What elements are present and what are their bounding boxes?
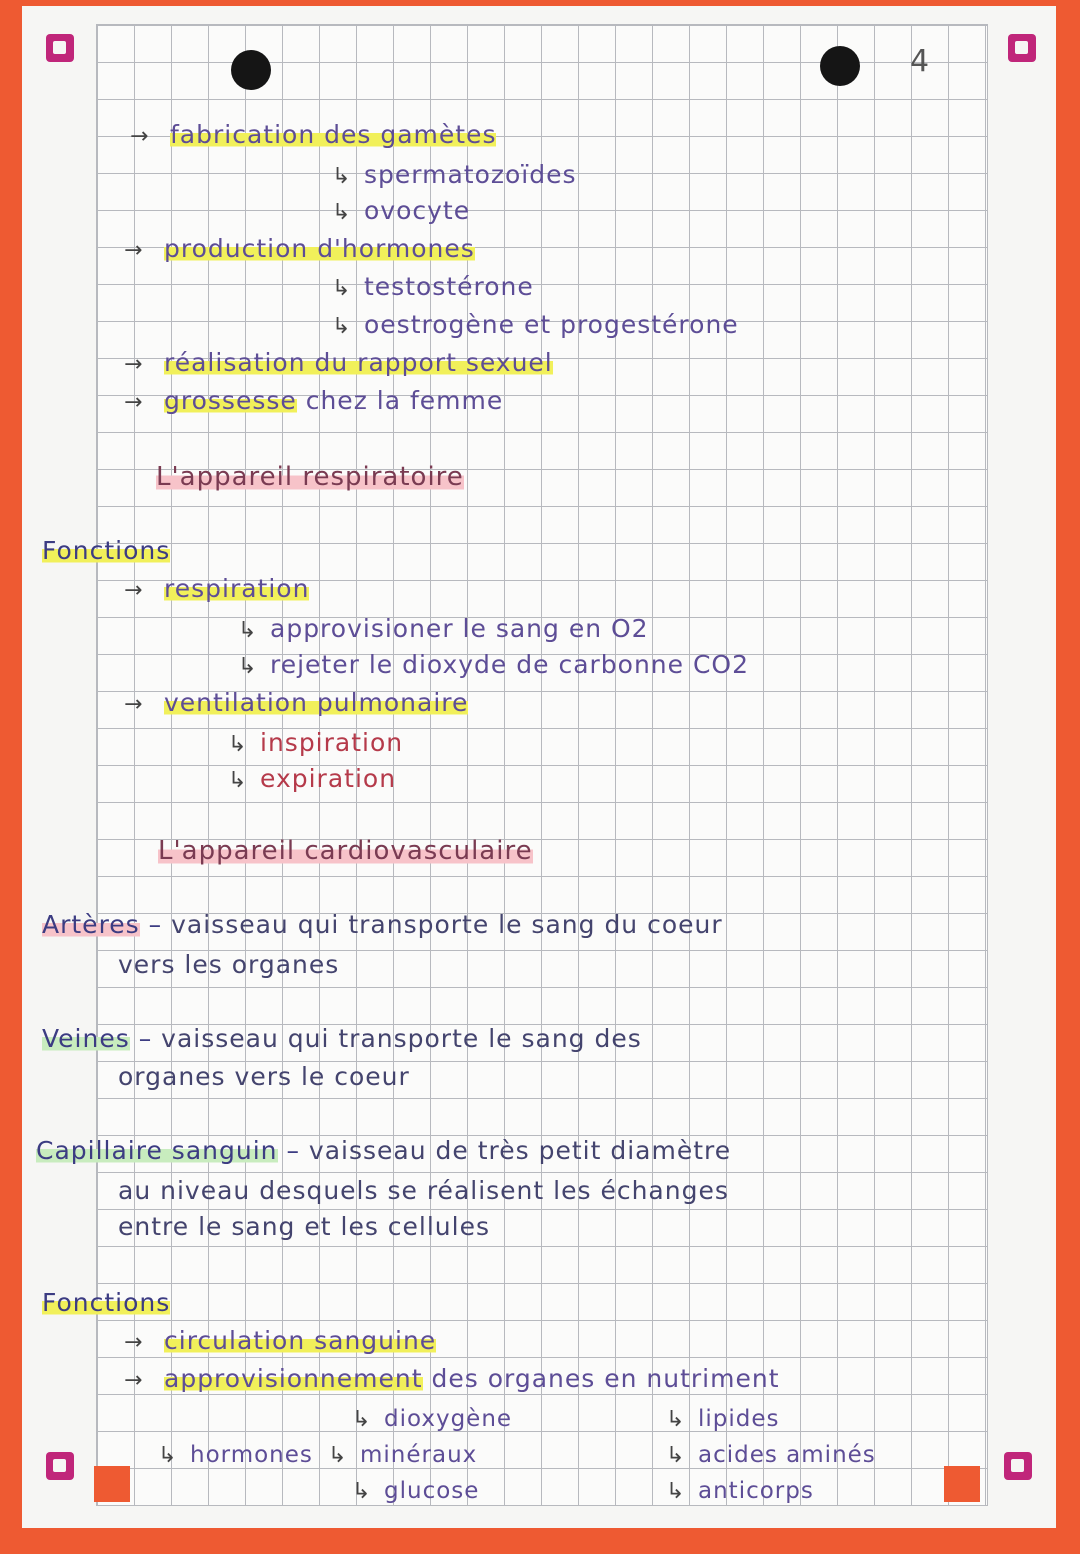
sub-arrow-icon: ↳ (332, 276, 352, 301)
arrow-right-icon: → (124, 238, 144, 263)
definition-veines: Veines – vaisseau qui transporte le sang des (42, 1024, 642, 1053)
sub-arrow-icon: ↳ (666, 1443, 686, 1468)
orange-square-right (944, 1466, 980, 1502)
arrow-right-icon: → (124, 1330, 144, 1355)
list-item: → approvisionnement des organes en nutriment (124, 1362, 780, 1398)
corner-mark-top-right-icon (1008, 34, 1036, 62)
orange-square-left (94, 1466, 130, 1502)
list-item: → grossesse chez la femme (124, 384, 503, 420)
definition-capillaire-cont1: au niveau desquels se réalisent les échanges (118, 1176, 729, 1205)
corner-mark-top-left-icon (46, 34, 74, 62)
sub-arrow-icon: ↳ (328, 1443, 348, 1468)
sub-item: ↳ minéraux (328, 1438, 477, 1473)
binder-hole-left (231, 50, 271, 90)
list-item (130, 118, 496, 154)
list-item: → circulation sanguine (124, 1324, 436, 1360)
sub-item: ↳ oestrogène et progestérone (332, 308, 739, 344)
fonctions-label-cardio: Fonctions (42, 1288, 171, 1317)
sub-arrow-icon: ↳ (332, 314, 352, 339)
definition-arteres-cont: vers les organes (118, 950, 340, 979)
arrow-right-icon: → (124, 352, 144, 377)
definition-veines-cont: organes vers le coeur (118, 1062, 410, 1091)
sub-arrow-icon: ↳ (228, 732, 248, 757)
definition-arteres: Artères – vaisseau qui transporte le sang du coeur (42, 910, 723, 939)
sub-arrow-icon: ↳ (238, 618, 258, 643)
sub-arrow-icon: ↳ (352, 1479, 372, 1504)
arrow-right-icon: → (130, 124, 150, 149)
sub-item: ↳ inspiration (228, 726, 403, 762)
list-item: → ventilation pulmonaire (124, 686, 468, 722)
section-title-cardio: L'appareil cardiovasculaire (158, 836, 533, 866)
section-title-respiratoire: L'appareil respiratoire (156, 462, 464, 492)
sub-item: ↳ dioxygène (352, 1402, 512, 1437)
sub-arrow-icon: ↳ (666, 1479, 686, 1504)
list-item: → respiration (124, 572, 309, 608)
sub-item: ↳ lipides (666, 1402, 780, 1437)
sub-item: ↳ hormones (158, 1438, 313, 1473)
sub-item: ↳ approvisioner le sang en O2 (238, 612, 649, 648)
list-item (124, 346, 553, 382)
item-text: production d'hormones (164, 234, 475, 263)
item-text: réalisation du rapport sexuel (164, 348, 553, 377)
sub-item: ↳ spermatozoïdes (332, 158, 577, 194)
corner-mark-bottom-right-icon (1004, 1452, 1032, 1480)
sub-arrow-icon: ↳ (158, 1443, 178, 1468)
sub-item: ↳ anticorps (666, 1474, 814, 1509)
sub-item: ↳ glucose (352, 1474, 479, 1509)
definition-capillaire-cont2: entre le sang et les cellules (118, 1212, 491, 1241)
definition-capillaire: Capillaire sanguin – vaisseau de très petit diamètre (36, 1136, 732, 1165)
sub-item: ↳ testostérone (332, 270, 534, 306)
sub-arrow-icon: ↳ (332, 164, 352, 189)
sub-item: ↳ rejeter le dioxyde de carbonne CO2 (238, 648, 749, 684)
binder-hole-right (820, 46, 860, 86)
sub-item: ↳ expiration (228, 762, 396, 798)
sub-arrow-icon: ↳ (238, 654, 258, 679)
sub-arrow-icon: ↳ (228, 768, 248, 793)
arrow-right-icon: → (124, 1368, 144, 1393)
arrow-right-icon: → (124, 578, 144, 603)
page-number: 4 (910, 44, 930, 79)
list-item (124, 232, 475, 268)
sub-item: ↳ acides aminés (666, 1438, 876, 1473)
arrow-right-icon: → (124, 692, 144, 717)
sub-item: ↳ ovocyte (332, 194, 470, 230)
item-text: fabrication des gamètes (170, 120, 497, 149)
sub-arrow-icon: ↳ (352, 1407, 372, 1432)
fonctions-label: Fonctions (42, 536, 171, 565)
sub-arrow-icon: ↳ (666, 1407, 686, 1432)
sub-arrow-icon: ↳ (332, 200, 352, 225)
corner-mark-bottom-left-icon (46, 1452, 74, 1480)
arrow-right-icon: → (124, 390, 144, 415)
